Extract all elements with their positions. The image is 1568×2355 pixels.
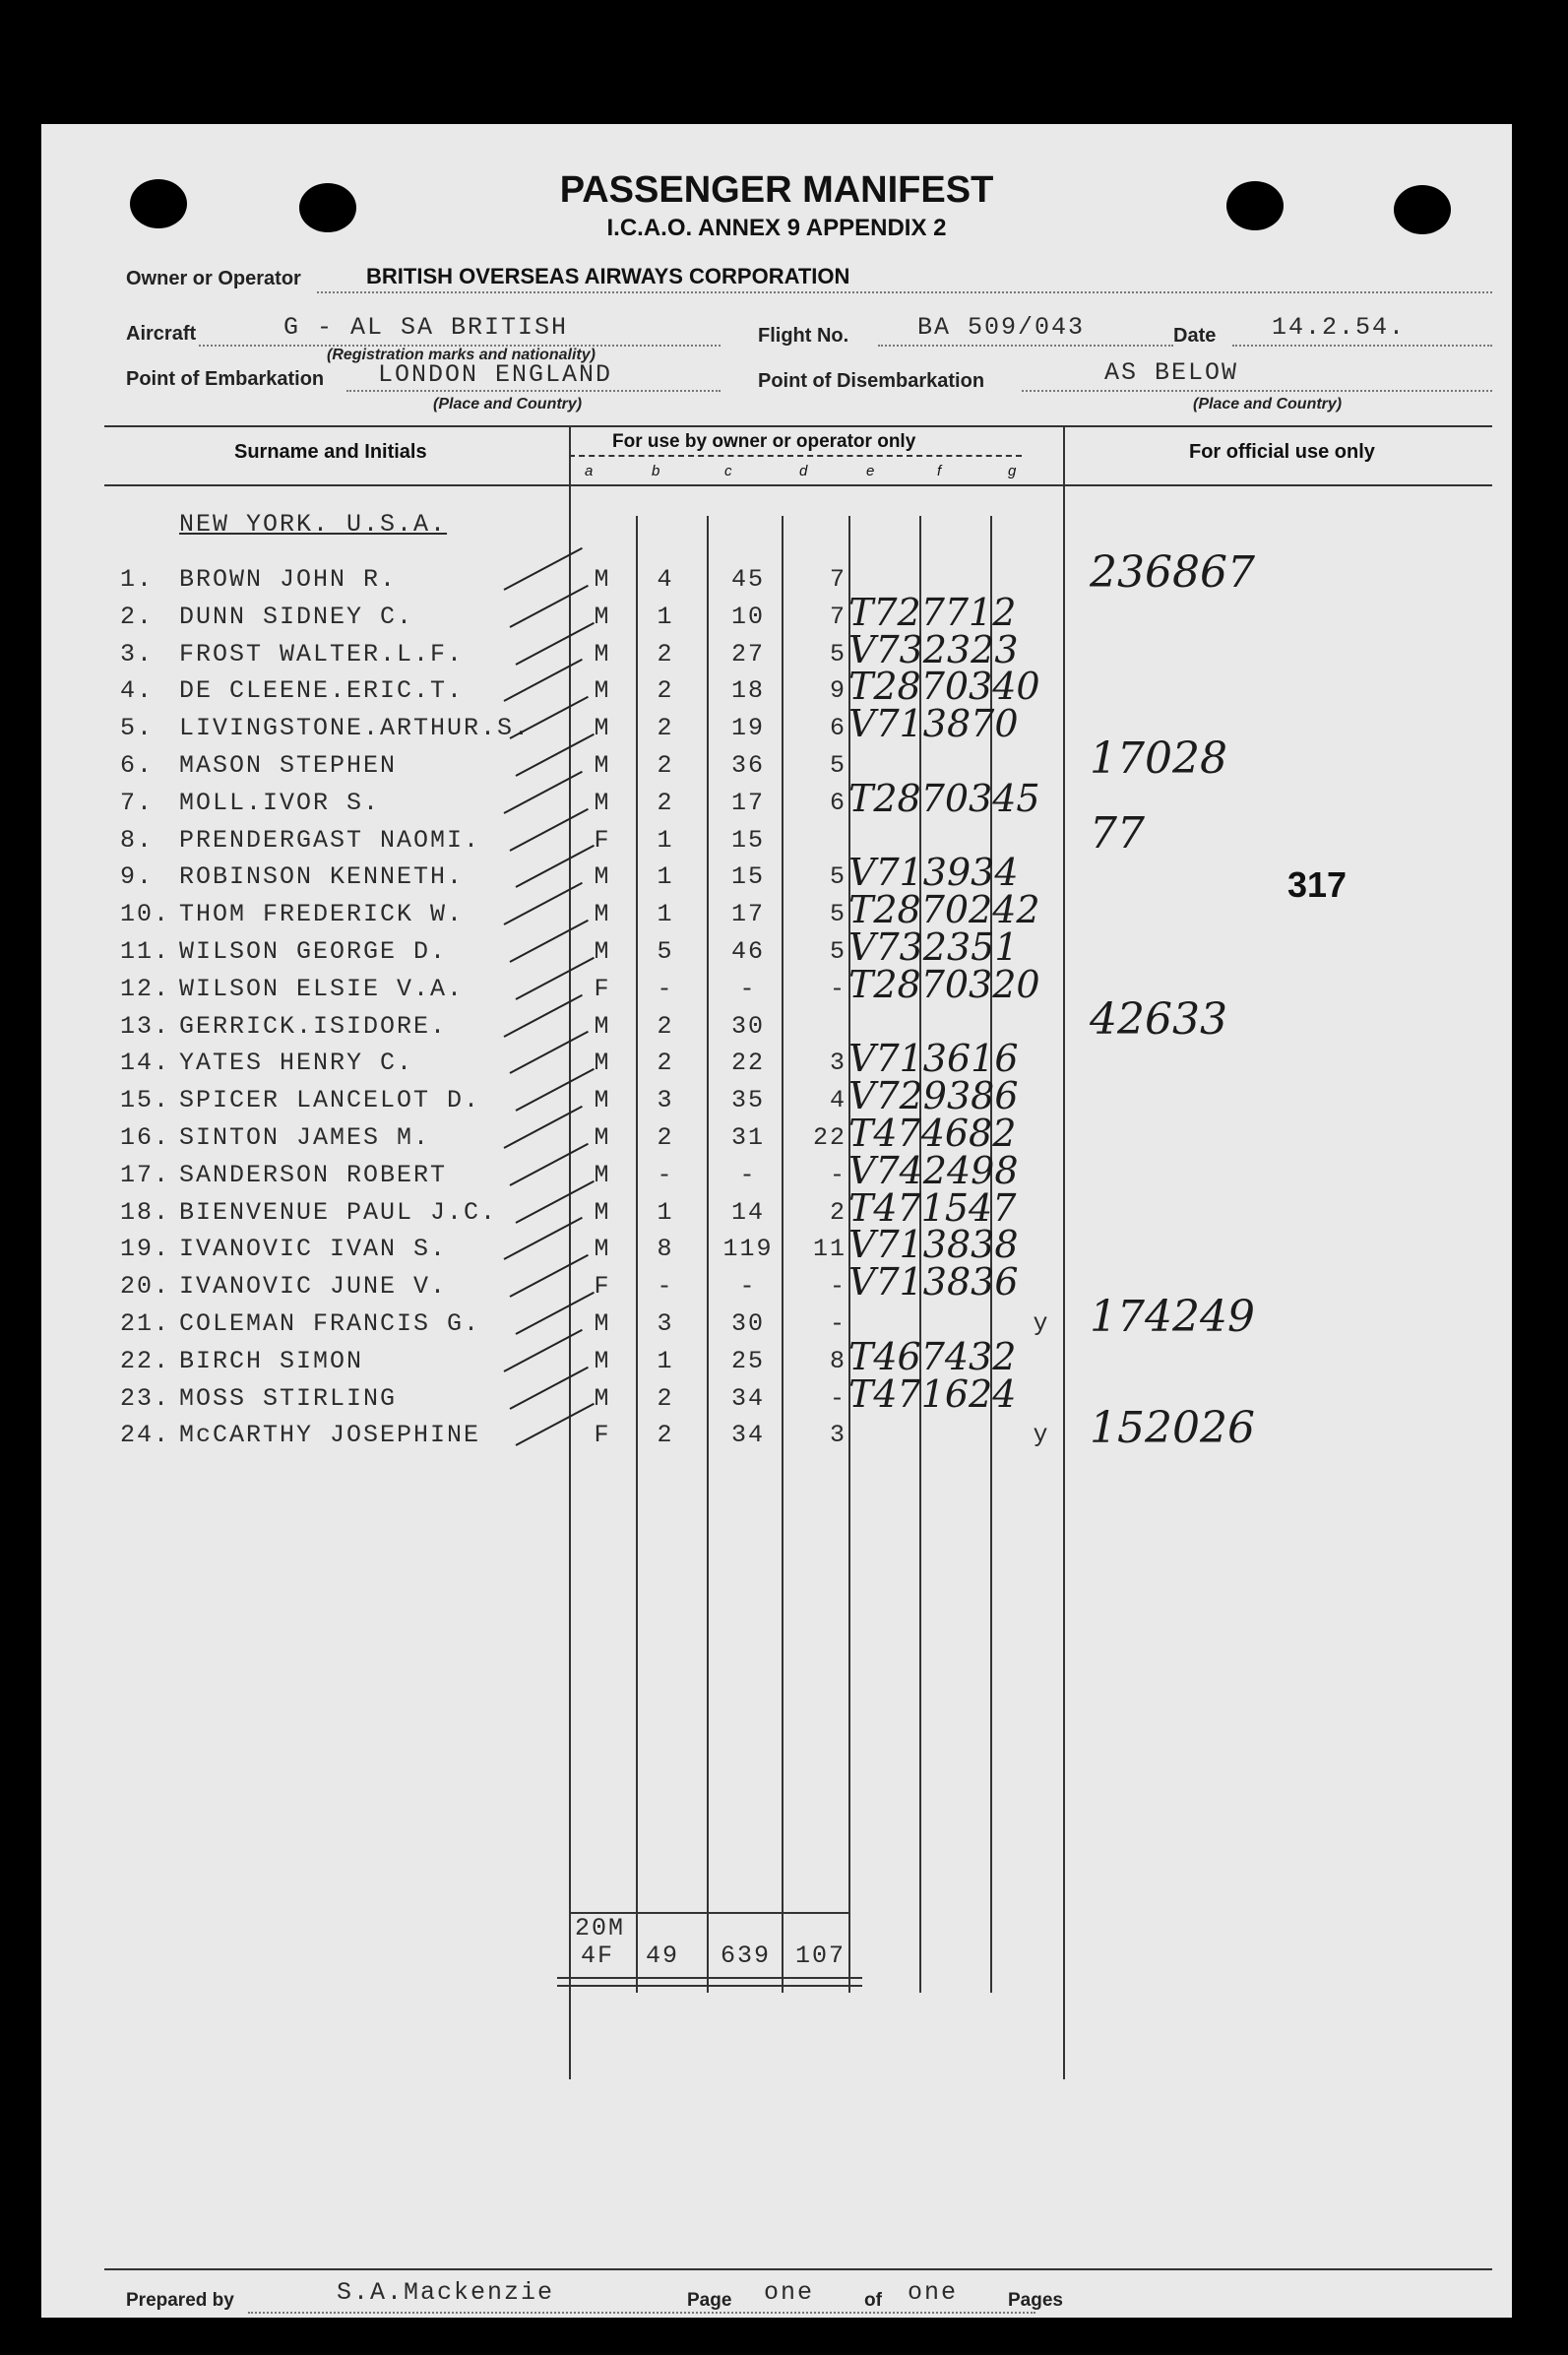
- table-row: [41, 733, 1512, 785]
- owner-use-underline: [569, 455, 1022, 457]
- footer-rule: [104, 2268, 1492, 2270]
- sex-cell: M: [594, 789, 611, 817]
- col-g-cell: y: [1033, 1309, 1050, 1338]
- ticket-number: V713836: [848, 1260, 1019, 1304]
- col-c-cell: 35: [730, 1086, 765, 1114]
- table-row: [41, 591, 1512, 636]
- col-c-cell: 22: [730, 1049, 765, 1077]
- ticket-number: T467432: [848, 1335, 1017, 1378]
- col-c-cell: 31: [730, 1123, 765, 1152]
- sex-cell: M: [594, 1012, 611, 1041]
- row-number: 16.: [120, 1123, 171, 1152]
- col-d-cell: 5: [829, 751, 847, 780]
- flight-dotline: [878, 345, 1173, 347]
- ticket-number: V713934: [848, 851, 1019, 894]
- row-number: 4.: [120, 676, 155, 705]
- row-number: 24.: [120, 1421, 171, 1449]
- sex-cell: M: [594, 1235, 611, 1263]
- passenger-name: BIENVENUE PAUL J.C.: [179, 1198, 498, 1227]
- sex-cell: M: [594, 1049, 611, 1077]
- official-number: 77: [1090, 808, 1145, 859]
- col-c-cell: 45: [730, 565, 765, 594]
- col-b-cell: 2: [657, 1421, 674, 1449]
- disembarkation-place-note: (Place and Country): [1193, 396, 1343, 413]
- owner-dotline: [317, 291, 1492, 293]
- table-row: [41, 1292, 1512, 1343]
- table-row: [41, 777, 1512, 822]
- col-d-cell: 9: [829, 676, 847, 705]
- row-number: 23.: [120, 1384, 171, 1413]
- total-c: 639: [721, 1941, 772, 1970]
- registration-note: (Registration marks and nationality): [327, 347, 596, 363]
- col-b-cell: -: [657, 1161, 674, 1189]
- col-c-cell: 34: [730, 1421, 765, 1449]
- table-row: [41, 1260, 1512, 1305]
- col-b-cell: -: [657, 975, 674, 1003]
- col-d-cell: -: [829, 1272, 847, 1301]
- page-label: Page: [687, 2290, 732, 2311]
- col-c-cell: -: [739, 1272, 757, 1301]
- col-c-cell: 27: [730, 640, 765, 668]
- owner-label: Owner or Operator: [126, 268, 301, 289]
- total-a-female: 4F: [581, 1941, 615, 1970]
- passenger-name: COLEMAN FRANCIS G.: [179, 1309, 481, 1338]
- col-d-cell: 3: [829, 1421, 847, 1449]
- sex-cell: M: [594, 1309, 611, 1338]
- of-label: of: [864, 2290, 882, 2311]
- col-c-cell: 119: [722, 1235, 774, 1263]
- table-row: [41, 925, 1512, 971]
- passenger-name: IVANOVIC IVAN S.: [179, 1235, 448, 1263]
- totals-rule-double-1: [557, 1977, 862, 1979]
- passenger-name: GERRICK.ISIDORE.: [179, 1012, 448, 1041]
- manifest-sheet: [41, 124, 1512, 2318]
- ticket-number: T2870320: [848, 963, 1040, 1006]
- table-row: [41, 963, 1512, 1008]
- embarkation-value: LONDON ENGLAND: [378, 360, 613, 389]
- ticket-number: V742498: [848, 1149, 1019, 1192]
- row-number: 17.: [120, 1161, 171, 1189]
- col-d-cell: 5: [829, 937, 847, 966]
- passenger-name: BROWN JOHN R.: [179, 565, 398, 594]
- table-top-rule: [104, 425, 1492, 427]
- col-b-cell: 2: [657, 676, 674, 705]
- passenger-name: YATES HENRY C.: [179, 1049, 414, 1077]
- col-d-cell: 22: [812, 1123, 847, 1152]
- table-row: [41, 1335, 1512, 1380]
- passenger-name: DE CLEENE.ERIC.T.: [179, 676, 465, 705]
- row-number: 21.: [120, 1309, 171, 1338]
- footer-dotline: [248, 2312, 1035, 2314]
- row-number: 15.: [120, 1086, 171, 1114]
- row-number: 18.: [120, 1198, 171, 1227]
- col-b-cell: 3: [657, 1309, 674, 1338]
- col-d-cell: 5: [829, 900, 847, 928]
- passenger-name: MASON STEPHEN: [179, 751, 398, 780]
- passenger-name: McCARTHY JOSEPHINE: [179, 1421, 481, 1449]
- passenger-name: SPICER LANCELOT D.: [179, 1086, 481, 1114]
- sex-cell: F: [594, 1272, 611, 1301]
- passenger-name: PRENDERGAST NAOMI.: [179, 826, 481, 855]
- ticket-number: V713616: [848, 1037, 1019, 1080]
- table-row: [41, 1403, 1512, 1454]
- sex-cell: F: [594, 975, 611, 1003]
- sex-cell: M: [594, 1086, 611, 1114]
- col-c-cell: 30: [730, 1309, 765, 1338]
- check-mark: [504, 547, 583, 591]
- official-number: 152026: [1090, 1403, 1255, 1453]
- column-letter-d: d: [799, 463, 808, 479]
- col-c-cell: 19: [730, 714, 765, 742]
- of-value: one: [908, 2278, 959, 2307]
- table-row: [41, 1149, 1512, 1194]
- col-c-cell: 17: [730, 900, 765, 928]
- table-row: [41, 808, 1512, 859]
- sex-cell: M: [594, 714, 611, 742]
- passenger-name: LIVINGSTONE.ARTHUR.S.: [179, 714, 532, 742]
- row-number: 2.: [120, 603, 155, 631]
- passenger-name: BIRCH SIMON: [179, 1347, 364, 1375]
- pages-label: Pages: [1008, 2290, 1063, 2311]
- col-g-cell: y: [1033, 1421, 1050, 1449]
- ticket-number: V732323: [848, 628, 1019, 671]
- surname-header: Surname and Initials: [234, 441, 427, 463]
- col-c-cell: 18: [730, 676, 765, 705]
- col-d-cell: 6: [829, 714, 847, 742]
- disembarkation-dotline: [1022, 390, 1492, 392]
- ticket-number: T474682: [848, 1112, 1017, 1155]
- prepared-by-value: S.A.Mackenzie: [337, 2278, 555, 2307]
- aircraft-value: G - AL SA BRITISH: [283, 313, 569, 342]
- col-b-cell: 1: [657, 603, 674, 631]
- page-value: one: [764, 2278, 815, 2307]
- ticket-number: V732351: [848, 925, 1019, 969]
- official-number: 17028: [1090, 733, 1227, 784]
- manifest-title: PASSENGER MANIFEST: [559, 169, 994, 211]
- owner-value: BRITISH OVERSEAS AIRWAYS CORPORATION: [366, 264, 850, 288]
- col-c-cell: 15: [730, 826, 765, 855]
- table-row: [41, 1372, 1512, 1418]
- sex-cell: M: [594, 1123, 611, 1152]
- col-b-cell: 5: [657, 937, 674, 966]
- col-b-cell: 8: [657, 1235, 674, 1263]
- row-number: 10.: [120, 900, 171, 928]
- col-d-cell: 11: [812, 1235, 847, 1263]
- row-number: 3.: [120, 640, 155, 668]
- col-d-cell: -: [829, 1309, 847, 1338]
- col-b-cell: 3: [657, 1086, 674, 1114]
- col-c-cell: 14: [730, 1198, 765, 1227]
- col-b-cell: 1: [657, 1347, 674, 1375]
- prepared-by-label: Prepared by: [126, 2290, 234, 2311]
- row-number: 1.: [120, 565, 155, 594]
- total-d: 107: [795, 1941, 847, 1970]
- col-d-cell: 2: [829, 1198, 847, 1227]
- col-b-cell: 2: [657, 1049, 674, 1077]
- passenger-name: SINTON JAMES M.: [179, 1123, 431, 1152]
- sex-cell: M: [594, 900, 611, 928]
- ticket-number: V713838: [848, 1223, 1019, 1266]
- col-b-cell: 2: [657, 1012, 674, 1041]
- table-header-rule: [104, 484, 1492, 486]
- sex-cell: M: [594, 751, 611, 780]
- total-b: 49: [646, 1941, 680, 1970]
- col-c-cell: 25: [730, 1347, 765, 1375]
- col-b-cell: 1: [657, 862, 674, 891]
- page-number-stamp: 317: [1287, 864, 1348, 905]
- col-d-cell: 4: [829, 1086, 847, 1114]
- col-d-cell: 7: [829, 565, 847, 594]
- col-d-cell: 8: [829, 1347, 847, 1375]
- col-d-cell: 3: [829, 1049, 847, 1077]
- table-row: [41, 665, 1512, 710]
- sex-cell: M: [594, 565, 611, 594]
- table-row: [41, 1037, 1512, 1082]
- passenger-name: DUNN SIDNEY C.: [179, 603, 414, 631]
- row-number: 6.: [120, 751, 155, 780]
- embarkation-dotline: [346, 390, 721, 392]
- totals-rule-double-2: [557, 1985, 862, 1987]
- row-number: 11.: [120, 937, 171, 966]
- date-value: 14.2.54.: [1272, 313, 1407, 342]
- passenger-name: FROST WALTER.L.F.: [179, 640, 465, 668]
- ticket-number: V713870: [848, 702, 1019, 745]
- row-number: 20.: [120, 1272, 171, 1301]
- col-d-cell: 7: [829, 603, 847, 631]
- row-number: 13.: [120, 1012, 171, 1041]
- embarkation-label: Point of Embarkation: [126, 368, 325, 390]
- passenger-name: WILSON ELSIE V.A.: [179, 975, 465, 1003]
- date-dotline: [1232, 345, 1492, 347]
- ticket-number: T2870345: [848, 777, 1040, 820]
- official-number: 174249: [1090, 1292, 1255, 1342]
- col-b-cell: 2: [657, 714, 674, 742]
- row-number: 12.: [120, 975, 171, 1003]
- sex-cell: M: [594, 1347, 611, 1375]
- sex-cell: M: [594, 862, 611, 891]
- column-letter-e: e: [866, 463, 875, 479]
- passenger-name: IVANOVIC JUNE V.: [179, 1272, 448, 1301]
- col-d-cell: -: [829, 1161, 847, 1189]
- col-d-cell: -: [829, 1384, 847, 1413]
- col-c-cell: -: [739, 975, 757, 1003]
- col-b-cell: -: [657, 1272, 674, 1301]
- row-number: 14.: [120, 1049, 171, 1077]
- sex-cell: M: [594, 1198, 611, 1227]
- col-c-cell: 10: [730, 603, 765, 631]
- total-a-male: 20M: [575, 1914, 626, 1942]
- row-number: 7.: [120, 789, 155, 817]
- column-letter-g: g: [1008, 463, 1017, 479]
- ticket-number: V729386: [848, 1074, 1019, 1117]
- ticket-number: T2870242: [848, 888, 1040, 931]
- col-c-cell: 17: [730, 789, 765, 817]
- sex-cell: M: [594, 937, 611, 966]
- col-d-cell: -: [829, 975, 847, 1003]
- table-row: [41, 702, 1512, 747]
- table-row: [41, 1223, 1512, 1268]
- table-row: [41, 1074, 1512, 1119]
- col-c-cell: 34: [730, 1384, 765, 1413]
- aircraft-label: Aircraft: [126, 323, 197, 345]
- table-row: [41, 994, 1512, 1046]
- col-b-cell: 2: [657, 1123, 674, 1152]
- col-c-cell: 36: [730, 751, 765, 780]
- column-letter-c: c: [724, 463, 732, 479]
- disembarkation-label: Point of Disembarkation: [758, 370, 985, 392]
- sex-cell: F: [594, 826, 611, 855]
- col-c-cell: -: [739, 1161, 757, 1189]
- col-d-cell: 5: [829, 640, 847, 668]
- date-label: Date: [1173, 325, 1217, 347]
- column-letter-f: f: [937, 463, 942, 479]
- column-letter-b: b: [652, 463, 660, 479]
- sex-cell: M: [594, 676, 611, 705]
- passenger-name: WILSON GEORGE D.: [179, 937, 448, 966]
- passenger-name: THOM FREDERICK W.: [179, 900, 465, 928]
- disembarkation-value: AS BELOW: [1104, 358, 1239, 387]
- col-c-cell: 46: [730, 937, 765, 966]
- passenger-name: ROBINSON KENNETH.: [179, 862, 465, 891]
- embarkation-place-note: (Place and Country): [433, 396, 583, 413]
- official-use-header: For official use only: [1189, 441, 1375, 463]
- col-c-cell: 30: [730, 1012, 765, 1041]
- sex-cell: M: [594, 603, 611, 631]
- row-number: 8.: [120, 826, 155, 855]
- manifest-subtitle: I.C.A.O. ANNEX 9 APPENDIX 2: [606, 215, 947, 241]
- passenger-name: MOSS STIRLING: [179, 1384, 398, 1413]
- col-b-cell: 1: [657, 900, 674, 928]
- col-d-cell: 5: [829, 862, 847, 891]
- col-d-cell: 6: [829, 789, 847, 817]
- column-letter-a: a: [585, 463, 594, 479]
- ticket-number: T727712: [848, 591, 1017, 634]
- ticket-number: T471624: [848, 1372, 1017, 1416]
- col-b-cell: 2: [657, 1384, 674, 1413]
- row-number: 19.: [120, 1235, 171, 1263]
- col-b-cell: 2: [657, 640, 674, 668]
- row-number: 9.: [120, 862, 155, 891]
- col-b-cell: 1: [657, 826, 674, 855]
- owner-use-header: For use by owner or operator only: [612, 431, 916, 452]
- passenger-name: SANDERSON ROBERT: [179, 1161, 448, 1189]
- flight-no-value: BA 509/043: [917, 313, 1086, 342]
- passenger-name: MOLL.IVOR S.: [179, 789, 381, 817]
- official-number: 42633: [1090, 994, 1227, 1045]
- ticket-number: T2870340: [848, 665, 1040, 708]
- sex-cell: F: [594, 1421, 611, 1449]
- col-b-cell: 4: [657, 565, 674, 594]
- table-row: [41, 628, 1512, 673]
- table-row: [41, 1112, 1512, 1157]
- row-number: 5.: [120, 714, 155, 742]
- ticket-number: T471547: [848, 1186, 1017, 1230]
- sex-cell: M: [594, 1161, 611, 1189]
- col-b-cell: 2: [657, 789, 674, 817]
- col-b-cell: 2: [657, 751, 674, 780]
- row-number: 22.: [120, 1347, 171, 1375]
- flight-no-label: Flight No.: [758, 325, 849, 347]
- destination-heading: NEW YORK. U.S.A.: [179, 510, 448, 539]
- col-c-cell: 15: [730, 862, 765, 891]
- sex-cell: M: [594, 1384, 611, 1413]
- table-row: [41, 1186, 1512, 1232]
- col-b-cell: 1: [657, 1198, 674, 1227]
- official-number: 236867: [1090, 547, 1255, 598]
- sex-cell: M: [594, 640, 611, 668]
- table-row: [41, 547, 1512, 599]
